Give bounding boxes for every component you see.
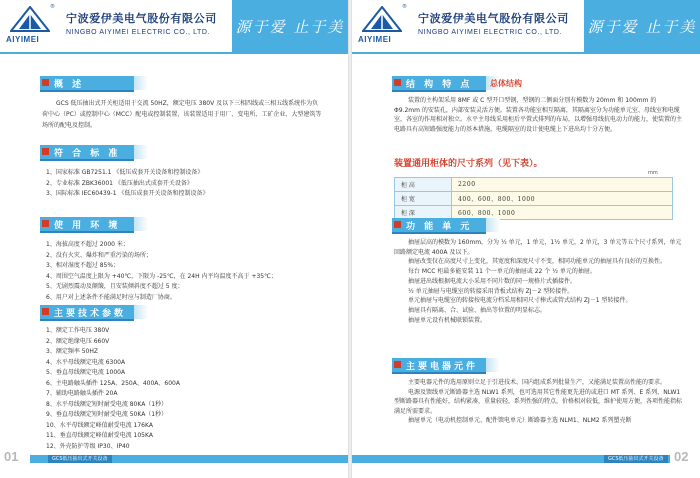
page-header bbox=[352, 0, 700, 52]
logo-text: AIYIMEI bbox=[6, 35, 40, 44]
section-title-text: 使 用 环 境 bbox=[54, 220, 121, 231]
function-text bbox=[394, 238, 684, 325]
footer-tag: GCS低压抽出式开关设备 bbox=[48, 455, 112, 463]
dimension-table bbox=[394, 177, 673, 220]
company-logo-icon bbox=[10, 6, 50, 32]
registered-mark-icon: ® bbox=[50, 4, 55, 10]
table-cell-value: 600、800、1000 bbox=[452, 206, 673, 220]
section-title-structure bbox=[392, 76, 486, 92]
paragraph: 单元抽屉与电缆室的转接按电流分档采用相同尺寸棒式或管式结构 ZJ－1 型转接件。 bbox=[408, 297, 632, 305]
paragraph: 抽屉层高的模数为 160mm，分为 ½ 单元，1 单元，1½ 单元，2 单元，3 单元等五个尺寸系列，单元回路额定电流 400A 及以下。 bbox=[394, 239, 682, 256]
table-cell-label: 柜 高 bbox=[395, 178, 452, 192]
paragraph: 抽屉具有隔离、合、试验、抽出等位置的明显标志。 bbox=[408, 306, 547, 314]
list-item: 5、垂直母线额定电流 1000A bbox=[46, 369, 126, 376]
section-title-overview bbox=[40, 76, 134, 92]
title-fade bbox=[134, 217, 148, 231]
page-number: 01 bbox=[4, 449, 19, 464]
bullet-icon bbox=[42, 220, 49, 227]
paragraph: 每台 MCC 柜最多能安装 11 个一单元的抽屉或 22 个 ½ 单元的抽屉。 bbox=[408, 268, 596, 276]
structure-text: 装置的主构架采用 8MF 或 C 型开口型钢，型钢的二侧面分别有模数为 20mm 和 100mm 的 Φ9.2mm 的安装孔，内部安装灵活方便。装置各功能室相互隔离，其隔离室分为功能单元室、母线室和电缆室，各室的作用相对独立。水平主母线采用柜后平置式排列的布局，以增强母线抗电动力的能力，使装置的主电路具有高短路强度能力的基本措施。电缆隔室的设计使电缆上下进出均十分方便。 bbox=[394, 97, 683, 133]
table-cell-label: 柜 宽 bbox=[395, 192, 452, 206]
logo-text: AIYIMEI bbox=[358, 35, 392, 44]
list-item: 6、主电路触头插件 125A、250A、400A、600A bbox=[46, 379, 180, 387]
list-item: 10、水平母线额定峰值耐受电流 176KA bbox=[46, 421, 153, 429]
table-row bbox=[395, 178, 673, 192]
table-cell-value: 400、600、800、1000 bbox=[452, 192, 673, 206]
section-title-environment bbox=[40, 217, 134, 233]
footer-tag: GCS低压抽出式开关设备 bbox=[604, 455, 668, 463]
list-item: 4、水平母线额定电流 6300A bbox=[46, 358, 126, 366]
section-title-standards bbox=[40, 145, 134, 161]
dimension-unit: mm bbox=[648, 170, 658, 176]
paragraph: 主要电器元件的选用原则立足于引进技术、国内组成系列批量生产，又能满足装置高性能的要求。 bbox=[408, 379, 667, 386]
paragraph: 抽屉改变仅在高度尺寸上变化，其宽度和深度尺寸不变，相同功能单元的抽屉具有良好的互换性。 bbox=[408, 258, 667, 266]
list-item: 3、相对湿度不超过 85%； bbox=[46, 262, 120, 269]
section-title-text: 主要技术参数 bbox=[54, 308, 127, 319]
list-item: 12、外壳防护等级 IP30、IP40 bbox=[46, 442, 130, 450]
paragraph: 电源及馈线单元断路器主选 NLW1 系列，也可选用其它性能更先进的或进口 MT 系列、E 系列，NLW1 型断路器具有性能好，结构紧凑，重量较轻，系列性强的特点，价格相对较低，维护使用方便，各项性能指标满足所需要求。 bbox=[394, 388, 683, 415]
table-cell-label: 柜 深 bbox=[395, 206, 452, 220]
slogan: 源于爱 止于美 bbox=[232, 0, 348, 52]
list-item: 9、垂直母线额定短时耐受电流 50KA（1秒） bbox=[46, 411, 168, 418]
components-text bbox=[394, 378, 684, 426]
title-fade bbox=[134, 76, 148, 90]
list-item: 3、国际标准 IEC60439-1 《低压成套开关设备和控制设备》 bbox=[46, 190, 209, 197]
page-header bbox=[0, 0, 348, 52]
slogan: 源于爱 止于美 bbox=[584, 0, 700, 52]
paragraph: 抽屉单元（电动机控制单元、配件馈电单元）断路器主选 NLM1、NLM2 系列塑壳断 bbox=[408, 417, 632, 424]
right-page bbox=[352, 0, 700, 478]
section-title-text: 结 构 特 点 bbox=[406, 79, 473, 90]
list-item: 6、用户对上述条件不能满足时应与制造厂协商。 bbox=[46, 293, 176, 301]
bullet-icon bbox=[394, 221, 401, 228]
list-item: 2、额定绝缘电压 660V bbox=[46, 337, 110, 345]
logo-area bbox=[352, 0, 584, 52]
list-item: 3、额定频率 50HZ bbox=[46, 348, 98, 355]
company-name-en: NINGBO AIYIMEI ELECTRIC CO., LTD. bbox=[66, 29, 211, 36]
dimension-table-title: 装置通用柜体的尺寸系列（见下表）。 bbox=[394, 159, 543, 169]
paragraph: 抽屉单元设有机械联锁装置。 bbox=[408, 316, 487, 324]
list-item: 7、辅助电路触头插件 20A bbox=[46, 390, 118, 397]
title-fade bbox=[486, 358, 500, 372]
list-item: 8、水平母线额定短时耐受电流 80KA（1秒） bbox=[46, 400, 168, 408]
table-cell-value: 2200 bbox=[452, 178, 673, 192]
section-title-text: 符 合 标 准 bbox=[54, 148, 121, 159]
left-page bbox=[0, 0, 348, 478]
section-title-text: 主要电器元件 bbox=[406, 361, 479, 372]
registered-mark-icon: ® bbox=[402, 4, 407, 10]
company-name-cn: 宁波爱伊美电气股份有限公司 bbox=[66, 12, 217, 25]
paragraph: 抽屉进出线根据电流大小采用不同片数的同一规格片式插接件。 bbox=[408, 277, 577, 285]
header-divider bbox=[352, 52, 700, 54]
list-item: 2、专业标准 ZBK36001 《低压抽出式成套开关设备》 bbox=[46, 179, 193, 187]
section-title-text: 概 述 bbox=[54, 79, 85, 90]
environment-list bbox=[46, 240, 277, 303]
section-title-function bbox=[392, 218, 486, 234]
list-item: 11、垂直母线额定峰值耐受电流 105KA bbox=[46, 432, 153, 439]
page-number: 02 bbox=[674, 449, 689, 464]
section-title-components bbox=[392, 358, 486, 374]
section-title-tech bbox=[40, 305, 134, 321]
company-name-cn: 宁波爱伊美电气股份有限公司 bbox=[418, 12, 569, 25]
overview-text: GCS 低压抽出式开关柜适用于交流 50HZ，额定电压 380V 及以下三相四线或三相五线系统作为负荷中心（PC）或控制中心（MCC）配电或控制装置，该装置适用于用厂、变电所、工矿企业、大型建筑等场所的配电及控制。 bbox=[42, 100, 322, 129]
section-title-text: 功 能 单 元 bbox=[406, 221, 473, 232]
list-item: 2、没有火灾、爆炸和严重污染的场所； bbox=[46, 251, 152, 259]
list-item: 1、海拔高度不超过 2000 米； bbox=[46, 241, 129, 248]
paragraph: ½ 单元抽屉与电缆室的转接采用背板式结构 ZJ－2 型转接件。 bbox=[408, 287, 574, 295]
logo-area bbox=[0, 0, 232, 52]
list-item: 1、国家标准 GB7251.1 《低压成套开关设备和控制设备》 bbox=[46, 169, 204, 176]
list-item: 1、额定工作电压 380V bbox=[46, 327, 110, 334]
bullet-icon bbox=[394, 361, 401, 368]
tech-list bbox=[46, 326, 180, 452]
title-fade bbox=[134, 145, 148, 159]
structure-subtitle: 总体结构 bbox=[490, 78, 522, 88]
header-divider bbox=[0, 52, 348, 54]
company-name-en: NINGBO AIYIMEI ELECTRIC CO., LTD. bbox=[418, 29, 563, 36]
bullet-icon bbox=[42, 148, 49, 155]
bullet-icon bbox=[394, 79, 401, 86]
bullet-icon bbox=[42, 79, 49, 86]
table-row bbox=[395, 192, 673, 206]
title-fade bbox=[134, 305, 148, 319]
standards-list bbox=[46, 168, 208, 200]
list-item: 4、周围空气温度上限为 +40℃，下限为 -25℃，在 24H 内平均温度不高于 +35℃； bbox=[46, 272, 277, 280]
company-logo-icon bbox=[362, 6, 402, 32]
title-fade bbox=[486, 218, 500, 232]
bullet-icon bbox=[42, 308, 49, 315]
list-item: 5、无剧烈震动及颠簸，且安装倾斜度不超过 5 度； bbox=[46, 283, 184, 290]
